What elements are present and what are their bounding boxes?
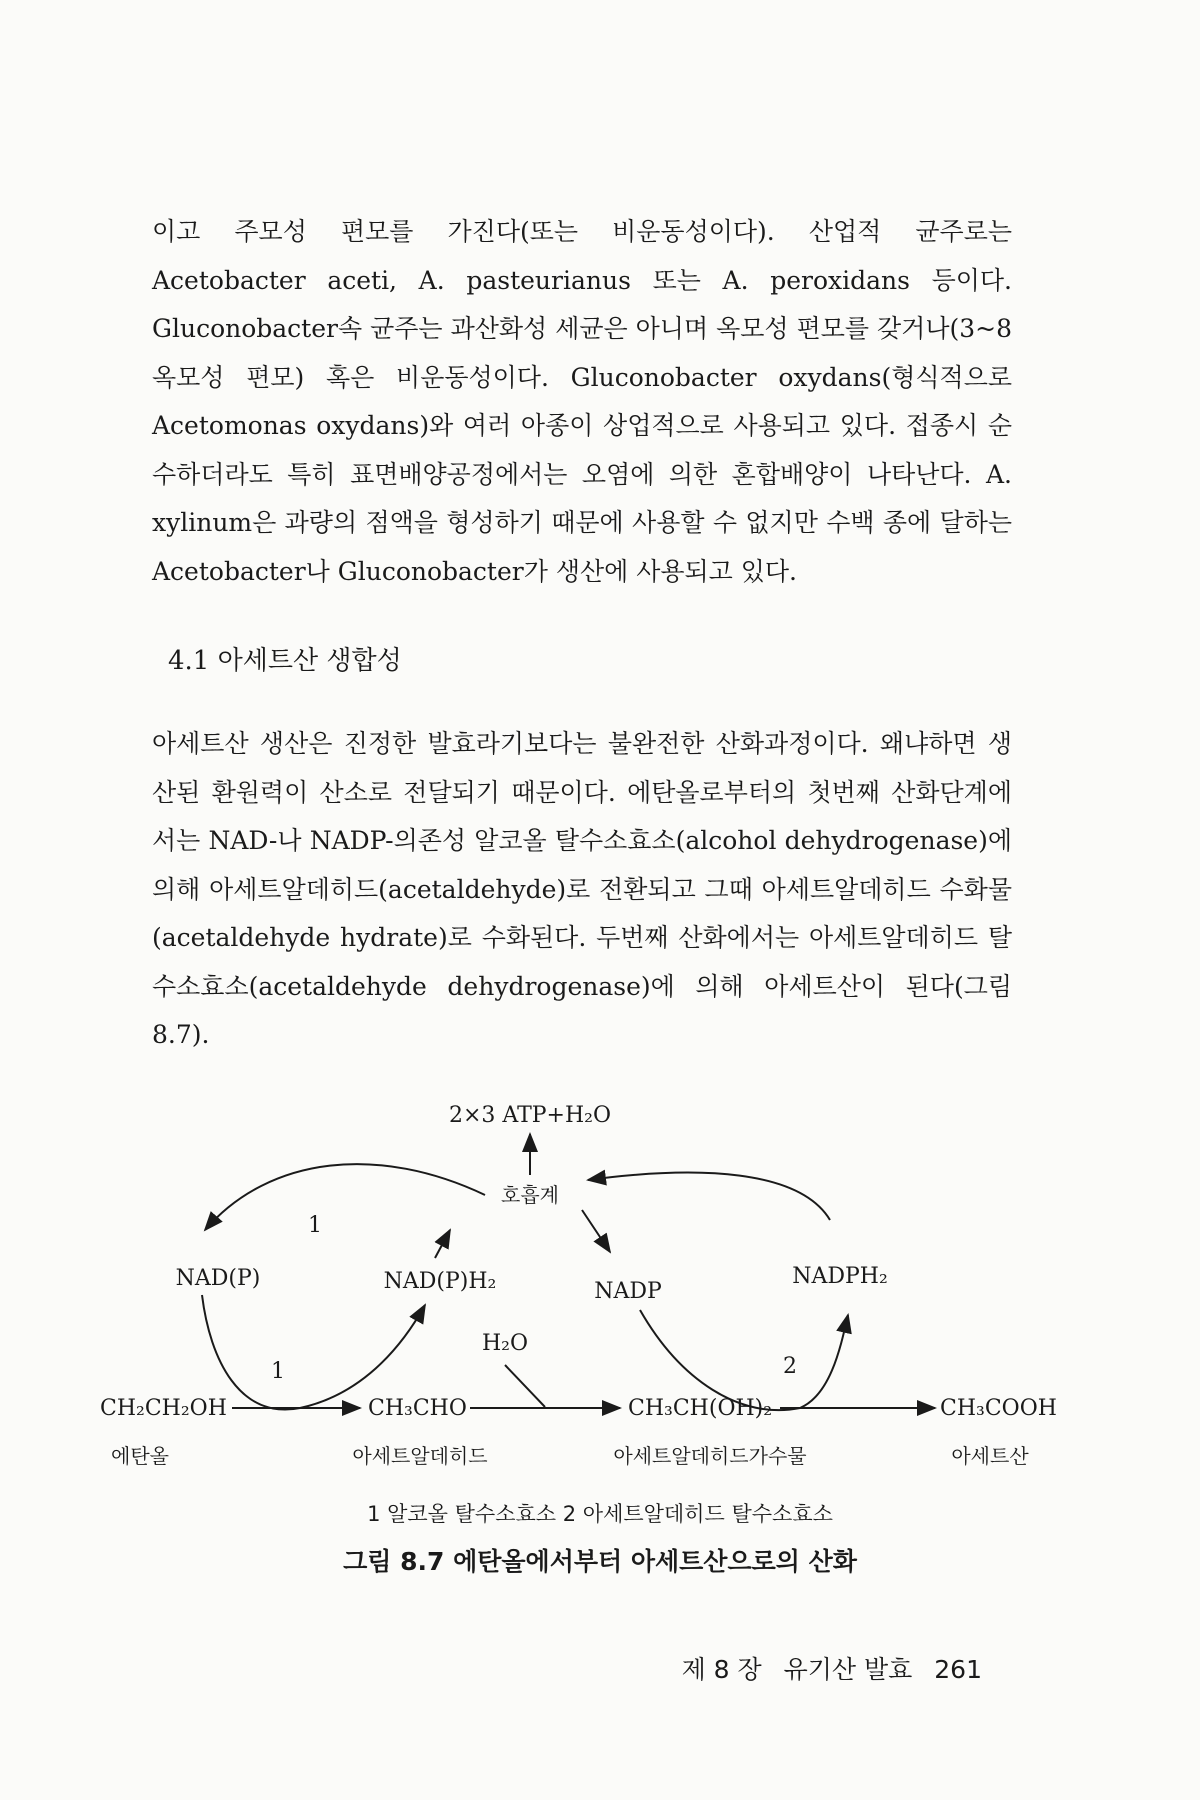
acetaldehyde-formula: CH₃CHO	[368, 1396, 467, 1421]
step2-label: 2	[783, 1354, 797, 1379]
h2o-label: H₂O	[481, 1331, 529, 1356]
hydrate-name: 아세트알데히드가수물	[613, 1444, 807, 1468]
curve-step1	[202, 1295, 425, 1410]
nadp-ox-label: NAD(P)	[175, 1266, 261, 1291]
ethanol-formula: CH₂CH₂OH	[100, 1396, 227, 1421]
footer-chapter-title: 유기산 발효	[783, 1655, 913, 1684]
paragraph-intro: 이고 주모성 편모를 가진다(또는 비운동성이다). 산업적 균주로는 Acetobacter aceti, A. pasteurianus 또는 A. peroxidans 등이다. Gluconobacter속 균주는 과산화성 세균은 아니며 옥모성 편모를 갖거나(3~8 옥모성 편모) 혹은 비운동성이다. Gluconobacter oxydans(형식적으로 Acetomonas oxydans)와 여러 아종이 상업적으로 사용되고 있다. 접종시 순수하더라도 특히 표면배양공정에서는 오염에 의한 혼합배양이 나타난다. A. xylinum은 과량의 점액을 형성하기 때문에 사용할 수 없지만 수백 종에 달하는 Acetobacter나 Gluconobacter가 생산에 사용되고 있다.	[152, 217, 1012, 586]
acetic-formula: CH₃COOH	[940, 1396, 1057, 1421]
paragraph-biosynthesis: 아세트산 생산은 진정한 발효라기보다는 불완전한 산화과정이다. 왜냐하면 생산된 환원력이 산소로 전달되기 때문이다. 에탄올로부터의 첫번째 산화단계에서는 NAD-나 NADP-의존성 알코올 탈수소효소(alcohol dehydrogenase)에 의해 아세트알데히드(acetaldehyde)로 전환되고 그때 아세트알데히드 수화물(acetaldehyde hydrate)로 수화된다. 두번째 산화에서는 아세트알데히드 탈수소효소(acetaldehyde dehydrogenase)에 의해 아세트산이 된다(그림 8.7).	[152, 729, 1012, 1049]
figure-legend: 1 알코올 탈수소효소 2 아세트알데히드 탈수소효소	[367, 1502, 833, 1526]
oxidation-diagram	[0, 1090, 1200, 1490]
nadp-red-label: NAD(P)H₂	[383, 1269, 497, 1294]
atp-label: 2×3 ATP+H₂O	[448, 1103, 612, 1128]
arrow-resp-to-nadp	[582, 1210, 610, 1252]
arrow-nadph2-up	[435, 1230, 450, 1258]
h2o-arrow	[505, 1365, 545, 1407]
arc-resp-to-nadp	[205, 1164, 485, 1230]
step1-top-label: 1	[308, 1213, 322, 1238]
page-footer	[668, 1650, 982, 1686]
figure-caption: 그림 8.7 에탄올에서부터 아세트산으로의 산화	[343, 1547, 857, 1576]
nadp-label: NADP	[594, 1279, 662, 1304]
acetaldehyde-name: 아세트알데히드	[352, 1444, 488, 1468]
section-heading: 4.1 아세트산 생합성	[168, 646, 402, 676]
acetic-name: 아세트산	[951, 1444, 1029, 1468]
hydrate-formula: CH₃CH(OH)₂	[628, 1396, 773, 1421]
step1-label: 1	[271, 1359, 285, 1384]
ethanol-name: 에탄올	[111, 1444, 169, 1468]
respiration-label: 호흡계	[501, 1183, 559, 1207]
footer-chapter: 제 8 장	[681, 1655, 762, 1684]
page-number: 261	[934, 1655, 982, 1684]
arc-nadph-to-resp	[588, 1173, 830, 1220]
nadph-label: NADPH₂	[792, 1264, 888, 1289]
